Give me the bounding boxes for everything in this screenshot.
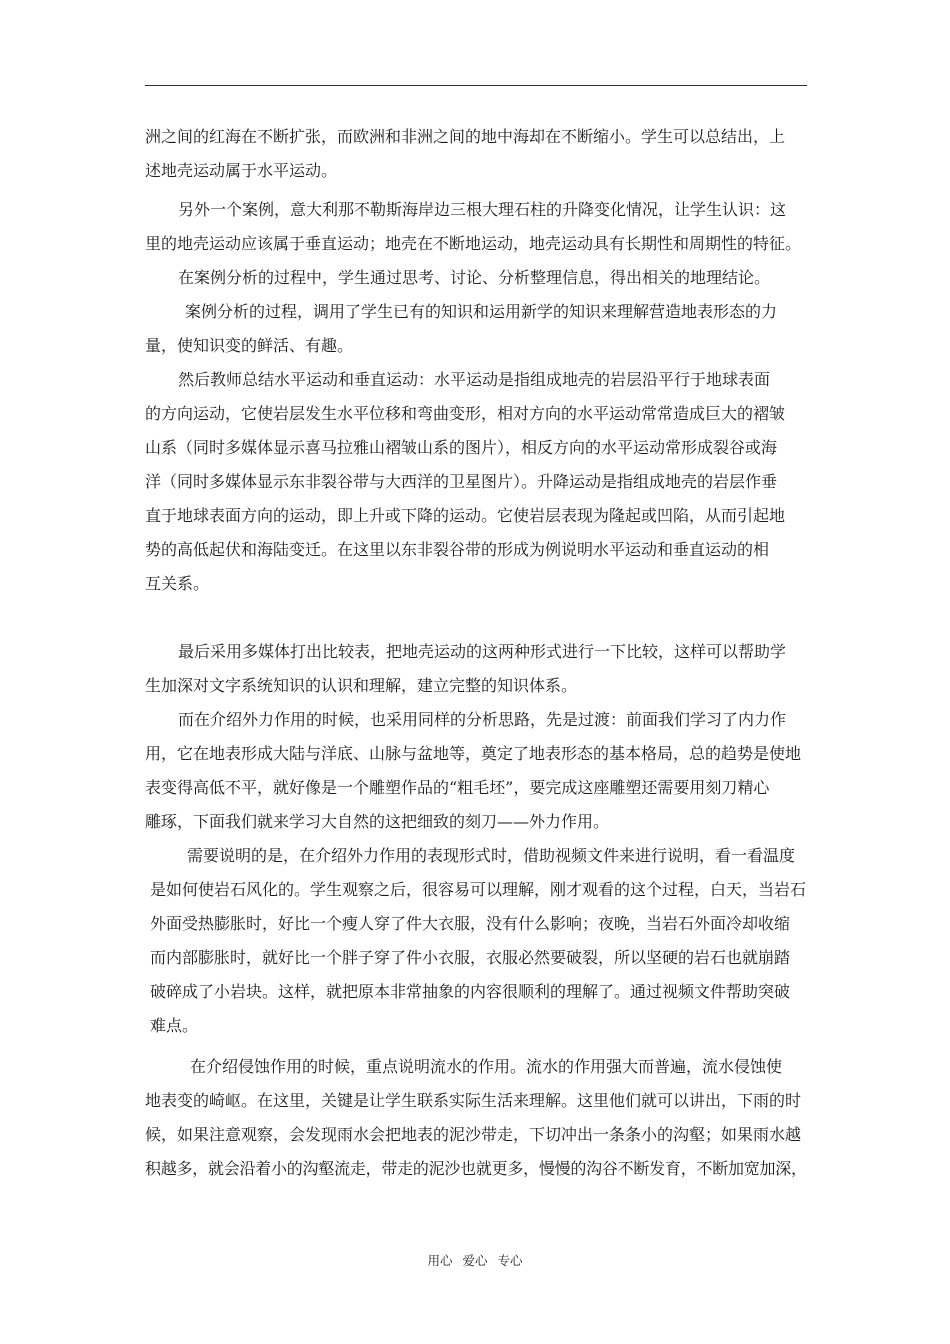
paragraph-6 xyxy=(145,635,807,703)
text-line: 需要说明的是，在介绍外力作用的表现形式时，借助视频文件来进行说明，看一看温度 xyxy=(187,846,796,865)
text-line: 最后采用多媒体打出比较表，把地壳运动的这两种形式进行一下比较，这样可以帮助学 xyxy=(178,642,787,661)
text-line: 地表变的崎岖。在这里，关键是让学生联系实际生活来理解。这里他们就可以讲出，下雨的时 xyxy=(145,1091,802,1110)
text-line: 表变得高低不平，就好像是一个雕塑作品的“粗毛坯”，要完成这座雕塑还需要用刻刀精心 xyxy=(145,778,770,797)
text-line: 互关系。 xyxy=(145,574,210,593)
text-line: 难点。 xyxy=(150,1016,199,1035)
text-line: 案例分析的过程，调用了学生已有的知识和运用新学的知识来理解营造地表形态的力 xyxy=(185,302,778,321)
text-line: 候，如果注意观察，会发现雨水会把地表的泥沙带走，下切冲出一条条小的沟壑；如果雨水越 xyxy=(145,1125,802,1144)
text-line: 的方向运动，它使岩层发生水平位移和弯曲变形，相对方向的水平运动常常造成巨大的褶皱 xyxy=(145,404,786,423)
paragraph-5 xyxy=(145,363,807,601)
text-line: 势的高低起伏和海陆变迁。在这里以东非裂谷带的形成为例说明水平运动和垂直运动的相 xyxy=(145,540,770,559)
text-line: 洲之间的红海在不断扩张，而欧洲和非洲之间的地中海却在不断缩小。学生可以总结出，上 xyxy=(145,127,786,146)
text-line: 雕琢，下面我们就来学习大自然的这把细致的刻刀——外力作用。 xyxy=(145,812,610,831)
text-line: 里的地壳运动应该属于垂直运动；地壳在不断地运动，地壳运动具有长期性和周期性的特征。 xyxy=(145,234,802,253)
paragraph-7 xyxy=(145,703,807,839)
text-line: 是如何使岩石风化的。学生观察之后，很容易可以理解，刚才观看的这个过程，白天，当岩石 xyxy=(150,880,807,899)
paragraph-3 xyxy=(145,261,807,295)
text-line: 积越多，就会沿着小的沟壑流走，带走的泥沙也就更多，慢慢的沟谷不断发育，不断加宽加深， xyxy=(145,1159,807,1178)
text-line: 在介绍侵蚀作用的时候，重点说明流水的作用。流水的作用强大而普遍，流水侵蚀使 xyxy=(190,1057,783,1076)
paragraph-2 xyxy=(145,193,807,261)
paragraph-4 xyxy=(145,295,807,363)
paragraph-8 xyxy=(150,839,810,1043)
text-line: 而内部膨胀时，就好比一个胖子穿了件小衣服，衣服必然要破裂，所以坚硬的岩石也就崩踏 xyxy=(150,948,791,967)
text-line: 在案例分析的过程中，学生通过思考、讨论、分析整理信息，得出相关的地理结论。 xyxy=(178,268,771,287)
text-line: 山系（同时多媒体显示喜马拉雅山褶皱山系的图片），相反方向的水平运动常形成裂谷或海 xyxy=(145,438,778,457)
text-line: 述地壳运动属于水平运动。 xyxy=(145,161,338,180)
text-line: 而在介绍外力作用的时候，也采用同样的分析思路，先是过渡：前面我们学习了内力作 xyxy=(178,710,787,729)
text-line: 破碎成了小岩块。这样，就把原本非常抽象的内容很顺利的理解了。通过视频文件帮助突破 xyxy=(150,982,791,1001)
paragraph-9 xyxy=(145,1050,807,1186)
page-footer: 用心 爱心 专心 xyxy=(427,1253,523,1268)
header-rule xyxy=(145,85,807,86)
text-line: 用，它在地表形成大陆与洋底、山脉与盆地等，奠定了地表形态的基本格局，总的趋势是使地 xyxy=(145,744,802,763)
text-line: 生加深对文字系统知识的认识和理解，建立完整的知识体系。 xyxy=(145,676,578,695)
text-line: 洋（同时多媒体显示东非裂谷带与大西洋的卫星图片）。升降运动是指组成地壳的岩层作垂 xyxy=(145,472,778,491)
text-line: 外面受热膨胀时，好比一个瘦人穿了件大衣服，没有什么影响；夜晚，当岩石外面冷却收缩 xyxy=(150,914,791,933)
paragraph-1 xyxy=(145,120,807,188)
text-line: 然后教师总结水平运动和垂直运动：水平运动是指组成地壳的岩层沿平行于地球表面 xyxy=(178,370,771,389)
text-line: 另外一个案例，意大利那不勒斯海岸边三根大理石柱的升降变化情况，让学生认识：这 xyxy=(178,200,787,219)
text-line: 量，使知识变的鲜活、有趣。 xyxy=(145,336,354,355)
text-line: 直于地球表面方向的运动，即上升或下降的运动。它使岩层表现为隆起或凹陷，从而引起地 xyxy=(145,506,786,525)
